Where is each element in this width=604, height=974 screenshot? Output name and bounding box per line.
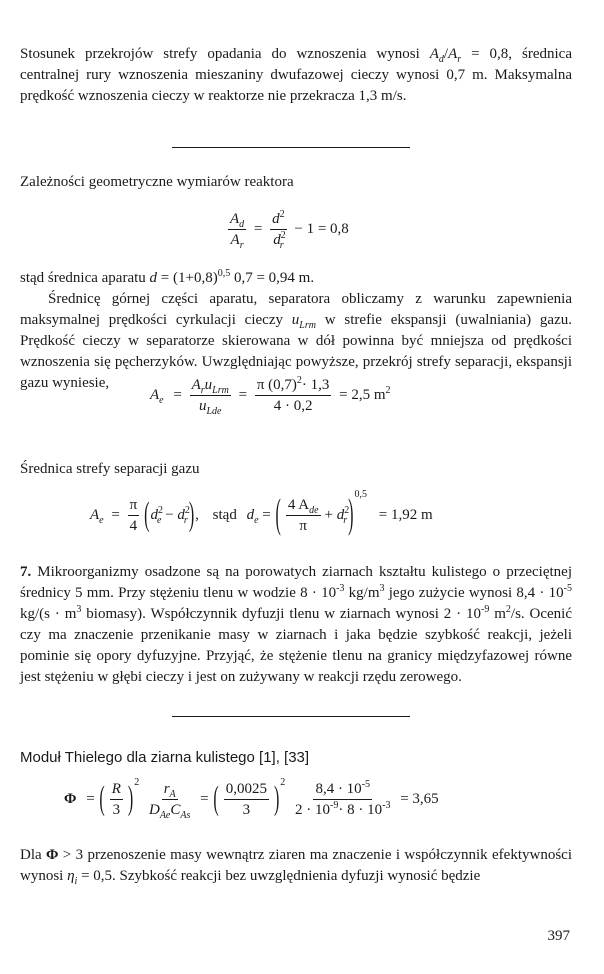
equation-area-ratio [224, 210, 349, 249]
fraction-d2-dr2: $\frac{d^2}{d^2_r}$ [272, 209, 286, 251]
fraction-numeric: $\frac{\pi (0,7)^2\cdot 1,3}{4 \cdot 0,2}$ [256, 375, 330, 414]
result-diameter: = 1,92 m [378, 506, 433, 523]
efficiency-paragraph: Dla Φ > 3 przenoszenie masy wewnątrz ziaren ma znaczenie i współczynnik efektywności wynosi $\eta_i = 0,5$. Szybkość reakcji bez uwzględnienia dyfuzji wynosić będzie [20, 847, 572, 887]
problem-number: 7. [20, 564, 32, 580]
intro-paragraph [20, 44, 572, 107]
ratio-b-sub: r [457, 54, 462, 65]
problem-7-paragraph: 7. Mikroorganizmy osadzone są na porowatych ziarnach kształtu kulistego o przeciętnej średnicy 5 mm. Przy stężeniu tlenu w wodzie $8 \cdot 10^{-3}$ $kg/m^3$ jego zużycie wynosi $8,4 \cdot 10^{-5}$ $kg/(s \cdot m^3$ biomasy). Współczynnik dyfuzji tlenu w ziarnach wynosi $2 \cdot 10^{-9}$ $m^2/s$. Ocenić czy ma znaczenie przenikanie masy w ziarnach i jaka będzie szybkość reakcji, jeżeli pominie się opory dyfuzyjne. Przyjąć, że stężenie tlenu na granicy międzyfazowej równe jest stężeniu w głębi cieczy i jest on zużywany w reakcji rzędu zerowego. [20, 564, 573, 685]
thiele-heading: Moduł Thielego dla ziarna kulistego [1], [33] [20, 749, 310, 766]
separation-heading: Średnica strefy separacji gazu [20, 461, 200, 477]
equation-separator-diameter: $A_e$ = $\frac{\pi}{4}$ $(d^2_e - d^2_r)$, stąd $d_e$ = ( $\frac{4 A_{de}}{\pi}$ + $d^2_r)^{0,5} = 1,92$ m [90, 488, 433, 538]
section-divider-2 [172, 716, 410, 717]
equation-separation-area: $A_e$ = $\frac{A_ru_{Lrm}}{u_{Lde}}$ = $\frac{\pi (0,7)^2\cdot 1,3}{4 \cdot 0,2}$ = 2,5 $m^2$ [150, 375, 391, 417]
ratio-a-sub: d [438, 54, 444, 65]
intro-text-rest: = 0,8, średnica centralnej rury wznoszenia mieszaniny dwufazowej cieczy wynosi 0,7 m. Maksymalna prędkość wznoszenia cieczy w reaktorze nie przekracza 1,3 m/s. [20, 46, 572, 104]
ratio-a: A [429, 46, 439, 62]
fraction-ar-u: $\frac{A_ru_{Lrm}}{u_{Lde}}$ [191, 377, 229, 417]
section-divider [172, 147, 410, 148]
equals-sign: = [253, 220, 263, 237]
separator-paragraph: Średnicę górnej części aparatu, separatora obliczamy z warunku zapewnienia maksymalnej prędkości cyrkulacji cieczy $u_{Lrm}$ w strefie ekspansji (uwalniania) gazu. Prędkość cieczy w separatorze skierowana w dół powinna być mniejsza od prędkości wznoszenia się pęcherzyków. Uwzględniając powyższe, przekrój strefy separacji, ekspansji gazu wyniesie, [20, 291, 572, 391]
ratio-b: A [448, 46, 458, 62]
equation-thiele-modulus: Φ = ( $\frac{R}{3}$ )$^2$ $\frac{r_A}{D_{Ae}C_{As}}$ = ( $\frac{0,0025}{3}$ )$^2$ $\frac{8,4 \cdot 10^{-5}}{2 \cdot 10^{-9}\cdot 8 \cdot 10^{-3}}$ = 3,65 [64, 776, 439, 821]
equation-remainder: − 1 = 0,8 [294, 220, 349, 237]
geometry-heading: Zależności geometryczne wymiarów reaktora [20, 174, 294, 190]
intro-text: Stosunek przekrojów strefy opadania do wznoszenia wynosi [20, 46, 430, 62]
page-number: 397 [547, 928, 570, 944]
ratio-sep: / [443, 46, 449, 62]
diameter-result-line: stąd średnica aparatu $d = (1+0,8)^{0,5}$ 0,7 = 0,94 m. [20, 268, 315, 286]
result-thiele: = 3,65 [400, 790, 439, 807]
fraction-ad-ar: $\frac{A_d}{A_r}$ [230, 211, 245, 251]
result-area: = 2,5 m [339, 386, 386, 403]
